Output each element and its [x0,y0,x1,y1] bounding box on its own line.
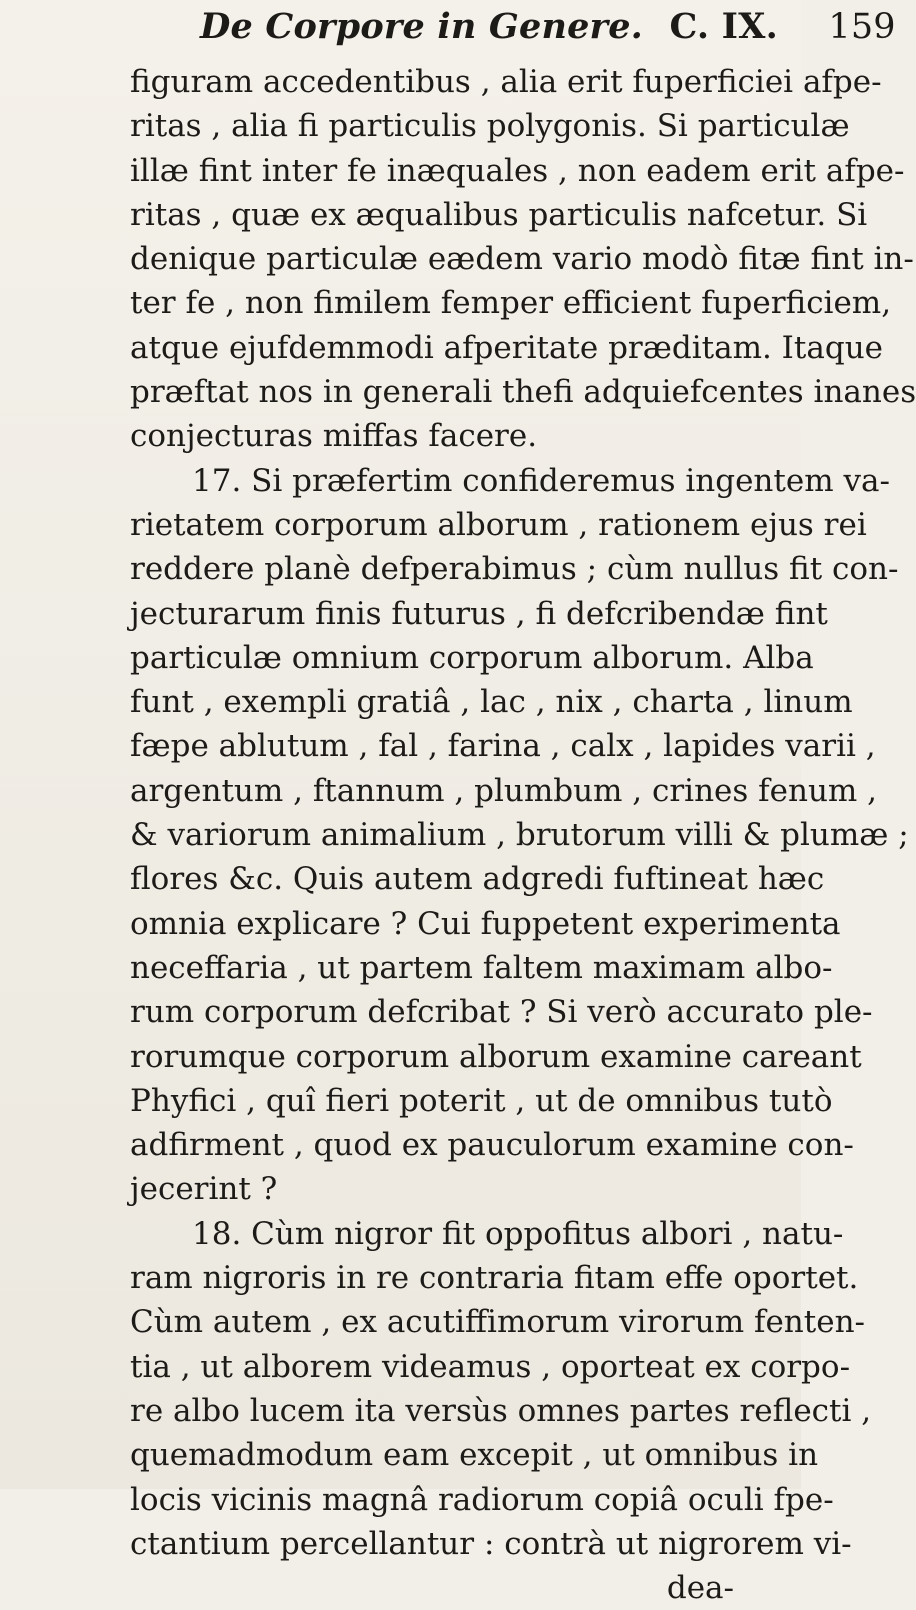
body-text [130,60,916,1610]
text-line: quemadmodum eam excepit , ut omnibus in [130,1437,819,1474]
page-number: 159 [828,7,896,47]
text-line: re albo lucem ita versùs omnes partes reflecti , [130,1392,872,1429]
section-start-17: 17. Si præfertim confideremus ingentem va- [192,462,890,499]
text-line: atque ejufdemmodi afperitate præditam. Itaque [130,329,884,366]
text-line: tia , ut alborem videamus , oporteat ex corpo- [130,1348,851,1385]
text-line: omnia explicare ? Cui fuppetent experimenta [130,905,841,942]
text-line: figuram accedentibus , alia erit fuperficiei afpe- [130,64,882,100]
text-line: Cùm autem , ex acutiffimorum virorum fenten- [130,1304,866,1341]
text-line: jecerint ? [130,1171,278,1208]
text-line: fæpe ablutum , fal , farina , calx , lapides varii , [130,728,876,765]
text-line: funt , exempli gratiâ , lac , nix , charta , linum [130,684,853,721]
running-header [200,6,896,58]
text-line: locis vicinis magnâ radiorum copiâ oculi fpe- [130,1481,834,1518]
header-title: De Corpore in Genere. [200,6,644,47]
text-line: ritas , quæ ex æqualibus particulis nafcetur. Si [130,196,868,233]
text-line: & variorum animalium , brutorum villi & plumæ ; [130,817,909,854]
text-line: ram nigroris in re contraria fitam effe oportet. [130,1260,859,1297]
text-line: præftat nos in generali thefi adquiefcentes inanes [130,374,916,411]
text-line: flores &c. Quis autem adgredi fuftineat hæc [130,861,825,898]
header-chapter: C. IX. [669,6,778,47]
text-line: reddere planè defperabimus ; cùm nullus fit con- [130,551,899,588]
text-line: Phyfici , quî fieri poterit , ut de omnibus tutò [130,1082,833,1119]
text-line: conjecturas miffas facere. [130,418,538,455]
text-line: rietatem corporum alborum , rationem ejus rei [130,506,867,543]
text-line: rorumque corporum alborum examine careant [130,1038,862,1075]
text-line: argentum , ftannum , plumbum , crines fenum , [130,772,878,809]
text-line: adfirment , quod ex pauculorum examine con- [130,1127,854,1164]
text-line: illæ fint inter fe inæquales , non eadem erit afpe- [130,152,905,189]
text-line: ctantium percellantur : contrà ut nigrorem vi- [130,1525,852,1562]
text-line: denique particulæ eædem vario modò fitæ fint in- [130,241,914,278]
text-line: ter fe , non fimilem femper efficient fuperficiem, [130,285,892,322]
section-start-18: 18. Cùm nigror fit oppofitus albori , natu- [192,1215,844,1252]
text-line: ritas , alia fi particulis polygonis. Si particulæ [130,108,850,145]
text-line: rum corporum defcribat ? Si verò accurato ple- [130,994,873,1031]
text-line: neceffaria , ut partem faltem maximam albo- [130,949,833,986]
text-line: particulæ omnium corporum alborum. Alba [130,639,814,676]
text-line: jecturarum finis futurus , fi defcribendæ fint [130,595,828,632]
catchword: dea- [666,1570,734,1607]
